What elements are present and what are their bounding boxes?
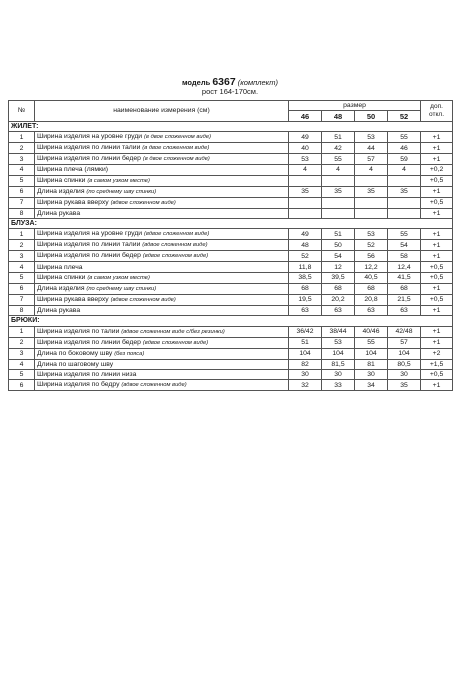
model-number: 6367 (212, 76, 236, 88)
row-number: 5 (9, 175, 35, 186)
size-value: 63 (289, 305, 322, 315)
measurement-note: (без пояса) (114, 350, 145, 357)
measurement-name: Ширина изделия по талии (37, 327, 120, 335)
size-value: 38/44 (322, 326, 355, 337)
measurement-note: (в самом узком месте) (87, 274, 150, 281)
model-label: модель (181, 78, 211, 87)
size-value: 12,2 (355, 262, 388, 272)
measurement-name-cell (35, 305, 289, 315)
measurement-name-cell (35, 369, 289, 379)
measurement-name: Ширина спинки (37, 176, 86, 184)
row-number: 8 (9, 305, 35, 315)
size-value (388, 197, 421, 208)
measurement-name: Ширина изделия по линии бедер (37, 338, 141, 346)
measurement-name-cell (35, 326, 289, 337)
row-number: 1 (9, 229, 35, 240)
size-value: 40 (289, 143, 322, 154)
size-value: 54 (388, 240, 421, 251)
tolerance-value: +0,5 (421, 262, 453, 272)
measurement-name-cell (35, 197, 289, 208)
size-value: 35 (289, 186, 322, 197)
row-number: 8 (9, 208, 35, 218)
size-value: 53 (289, 154, 322, 165)
size-value: 80,5 (388, 359, 421, 369)
size-value: 49 (289, 229, 322, 240)
table-header-row (9, 101, 453, 111)
row-number: 7 (9, 197, 35, 208)
measurement-name-cell (35, 251, 289, 262)
measurement-name-cell (35, 186, 289, 197)
size-value: 63 (388, 305, 421, 315)
table-row (9, 294, 453, 305)
table-row (9, 186, 453, 197)
measurement-note: (в самом узком месте) (87, 177, 150, 184)
size-value: 44 (355, 143, 388, 154)
tolerance-value: +1 (421, 132, 453, 143)
size-value (355, 175, 388, 186)
row-number: 2 (9, 143, 35, 154)
table-row (9, 143, 453, 154)
model-suffix: (комплект) (237, 78, 279, 87)
size-value: 57 (355, 154, 388, 165)
size-value: 68 (388, 283, 421, 294)
size-value (289, 175, 322, 186)
tolerance-value: +0,5 (421, 175, 453, 186)
document-header (0, 78, 460, 96)
measurement-name: Длина изделия (37, 187, 85, 195)
size-value: 32 (289, 380, 322, 391)
measurement-name-cell (35, 143, 289, 154)
size-value: 40,5 (355, 272, 388, 283)
measurement-name: Ширина изделия по бедру (37, 381, 120, 389)
size-value (322, 175, 355, 186)
row-number: 6 (9, 186, 35, 197)
measurement-name-cell (35, 240, 289, 251)
measurement-name: Ширина изделия по линии низа (37, 371, 137, 379)
size-value: 104 (388, 348, 421, 359)
size-value (322, 208, 355, 218)
size-value: 35 (355, 186, 388, 197)
tolerance-value: +0,2 (421, 165, 453, 175)
size-value: 58 (388, 251, 421, 262)
measurement-name: Длина рукава (37, 209, 81, 217)
section-title: ЖИЛЕТ: (9, 121, 453, 131)
size-value (388, 208, 421, 218)
row-number: 5 (9, 369, 35, 379)
size-value (355, 208, 388, 218)
size-value: 55 (355, 337, 388, 348)
measurement-name-cell (35, 359, 289, 369)
measurement-note: (в двое сложенном виде) (144, 134, 212, 141)
size-value: 52 (355, 240, 388, 251)
tolerance-value: +1 (421, 380, 453, 391)
size-value: 68 (289, 283, 322, 294)
row-number: 3 (9, 154, 35, 165)
measurement-name: Ширина изделия на уровне груди (37, 230, 143, 238)
tolerance-value: +1 (421, 251, 453, 262)
measurement-note: (по среднему шву спинки) (86, 188, 157, 195)
size-value: 39,5 (322, 272, 355, 283)
row-number: 3 (9, 348, 35, 359)
tolerance-value: +0,5 (421, 272, 453, 283)
size-value: 51 (322, 132, 355, 143)
size-value: 49 (289, 132, 322, 143)
measurement-name: Ширина изделия по линии бедер (37, 252, 141, 260)
size-value: 50 (322, 240, 355, 251)
section-title: БЛУЗА: (9, 218, 453, 228)
measurement-note: (вдвое сложенном виде) (110, 199, 176, 206)
measurement-note: (вдвое сложенном виде с/без резинки) (121, 328, 225, 335)
size-value: 53 (355, 132, 388, 143)
size-value: 81 (355, 359, 388, 369)
measurement-name: Длина изделия (37, 284, 85, 292)
row-number: 7 (9, 294, 35, 305)
tolerance-value: +1 (421, 337, 453, 348)
tolerance-value: +1,5 (421, 359, 453, 369)
row-number: 3 (9, 251, 35, 262)
size-value: 21,5 (388, 294, 421, 305)
size-value (322, 197, 355, 208)
size-value: 38,5 (289, 272, 322, 283)
size-value: 104 (322, 348, 355, 359)
size-value: 104 (355, 348, 388, 359)
table-row (9, 165, 453, 175)
measurement-note: (вдвое сложенном виде) (121, 382, 187, 389)
table-row (9, 154, 453, 165)
measurement-name-cell (35, 262, 289, 272)
tolerance-value: +0,5 (421, 294, 453, 305)
size-header: 50 (355, 111, 388, 121)
size-value: 63 (322, 305, 355, 315)
size-value: 56 (355, 251, 388, 262)
tolerance-value: +1 (421, 326, 453, 337)
column-header-size: размер (289, 101, 421, 111)
measurement-note: (в двое сложенном виде) (142, 145, 210, 152)
measurement-name-cell (35, 175, 289, 186)
size-value: 4 (289, 165, 322, 175)
size-value: 53 (322, 337, 355, 348)
table-row (9, 175, 453, 186)
table-row (9, 251, 453, 262)
measurement-name: Ширина плеча (лямки) (37, 166, 109, 174)
row-number: 5 (9, 272, 35, 283)
tolerance-value: +2 (421, 348, 453, 359)
row-number: 6 (9, 380, 35, 391)
tolerance-value: +0,5 (421, 197, 453, 208)
size-value: 68 (322, 283, 355, 294)
measurement-name-cell (35, 348, 289, 359)
size-value: 35 (388, 186, 421, 197)
size-value: 40/46 (355, 326, 388, 337)
table-row (9, 240, 453, 251)
size-value: 41,5 (388, 272, 421, 283)
measurement-name-cell (35, 380, 289, 391)
measurement-note: (в двое сложенном виде) (142, 156, 210, 163)
measurement-name-cell (35, 272, 289, 283)
height-range: рост 164-170см. (201, 87, 259, 96)
measurement-name: Ширина плеча (37, 263, 83, 271)
column-header-tolerance (421, 101, 453, 122)
table-row (9, 229, 453, 240)
table-row (9, 305, 453, 315)
section-title: БРЮКИ: (9, 316, 453, 326)
size-value: 59 (388, 154, 421, 165)
row-number: 2 (9, 240, 35, 251)
measurement-note: (вдвое сложенном виде) (142, 339, 209, 346)
measurement-name: Ширина спинки (37, 273, 86, 281)
tolerance-value: +1 (421, 186, 453, 197)
measurement-name-cell (35, 294, 289, 305)
column-header-number: № (9, 101, 35, 122)
size-value: 11,8 (289, 262, 322, 272)
measurement-name: Ширина изделия на уровне груди (37, 133, 143, 141)
section-header-row (9, 121, 453, 131)
size-value (289, 197, 322, 208)
size-value: 33 (322, 380, 355, 391)
size-value: 42 (322, 143, 355, 154)
size-value: 4 (388, 165, 421, 175)
measurement-name: Ширина изделия по линии талии (37, 144, 141, 152)
table-row (9, 262, 453, 272)
measurement-name: Ширина изделия по линии бедер (37, 155, 141, 163)
measurement-name-cell (35, 208, 289, 218)
size-value: 55 (388, 132, 421, 143)
tolerance-value: +1 (421, 208, 453, 218)
tolerance-value: +0,5 (421, 369, 453, 379)
row-number: 4 (9, 262, 35, 272)
table-row (9, 348, 453, 359)
row-number: 1 (9, 132, 35, 143)
size-value: 57 (388, 337, 421, 348)
size-value (388, 175, 421, 186)
size-value: 55 (388, 229, 421, 240)
size-value: 35 (322, 186, 355, 197)
size-value: 35 (388, 380, 421, 391)
size-value: 30 (355, 369, 388, 379)
size-value: 42/48 (388, 326, 421, 337)
row-number: 4 (9, 165, 35, 175)
size-value: 46 (388, 143, 421, 154)
size-value: 30 (388, 369, 421, 379)
measurement-note: (вдвое сложенном виде) (142, 242, 208, 249)
size-value: 48 (289, 240, 322, 251)
size-value (289, 208, 322, 218)
table-row (9, 272, 453, 283)
measurement-name-cell (35, 132, 289, 143)
size-value: 30 (322, 369, 355, 379)
size-value (355, 197, 388, 208)
table-row (9, 132, 453, 143)
size-value: 68 (355, 283, 388, 294)
tolerance-header-line-1: доп. (430, 102, 443, 110)
measurement-name-cell (35, 337, 289, 348)
measurement-table (8, 100, 453, 391)
measurement-name-cell (35, 229, 289, 240)
measurement-name: Длина по боковому шву (37, 349, 113, 357)
measurement-name: Длина рукава (37, 306, 81, 314)
tolerance-value: +1 (421, 305, 453, 315)
table-row (9, 208, 453, 218)
size-value: 30 (289, 369, 322, 379)
size-header: 46 (289, 111, 322, 121)
size-value: 20,8 (355, 294, 388, 305)
tolerance-value: +1 (421, 154, 453, 165)
size-value: 82 (289, 359, 322, 369)
size-value: 51 (322, 229, 355, 240)
row-number: 4 (9, 359, 35, 369)
column-header-measurement: наименование измерения (см) (35, 101, 289, 122)
size-value: 63 (355, 305, 388, 315)
size-value: 55 (322, 154, 355, 165)
measurement-name: Длина по шаговому шву (37, 360, 114, 368)
row-number: 1 (9, 326, 35, 337)
row-number: 6 (9, 283, 35, 294)
tolerance-value: +1 (421, 143, 453, 154)
measurement-name-cell (35, 283, 289, 294)
size-value: 12,4 (388, 262, 421, 272)
size-value: 34 (355, 380, 388, 391)
size-value: 36/42 (289, 326, 322, 337)
size-value: 53 (355, 229, 388, 240)
table-row (9, 337, 453, 348)
size-value: 12 (322, 262, 355, 272)
table-row (9, 380, 453, 391)
size-value: 51 (289, 337, 322, 348)
table-row (9, 326, 453, 337)
size-value: 19,5 (289, 294, 322, 305)
measurement-name-cell (35, 165, 289, 175)
table-row (9, 197, 453, 208)
size-value: 81,5 (322, 359, 355, 369)
measurement-name-cell (35, 154, 289, 165)
tolerance-value: +1 (421, 283, 453, 294)
section-header-row (9, 316, 453, 326)
size-value: 20,2 (322, 294, 355, 305)
table-row (9, 359, 453, 369)
table-row (9, 283, 453, 294)
size-value: 4 (322, 165, 355, 175)
measurement-note: (вдвое сложенном виде) (110, 296, 176, 303)
tolerance-value: +1 (421, 229, 453, 240)
size-header: 48 (322, 111, 355, 121)
measurement-note: (вдвое сложенном виде) (144, 231, 210, 238)
size-header: 52 (388, 111, 421, 121)
section-header-row (9, 218, 453, 228)
size-value: 54 (322, 251, 355, 262)
measurement-note: (вдвое сложенном виде) (142, 253, 209, 260)
tolerance-value: +1 (421, 240, 453, 251)
size-value: 52 (289, 251, 322, 262)
measurement-name: Ширина рукава вверху (37, 198, 109, 206)
measurement-name: Ширина рукава вверху (37, 295, 109, 303)
table-row (9, 369, 453, 379)
row-number: 2 (9, 337, 35, 348)
tolerance-header-line-2: откл. (429, 110, 445, 118)
measurement-name: Ширина изделия по линии талии (37, 241, 141, 249)
size-value: 104 (289, 348, 322, 359)
measurement-note: (по среднему шву спинки) (86, 285, 157, 292)
size-value: 4 (355, 165, 388, 175)
